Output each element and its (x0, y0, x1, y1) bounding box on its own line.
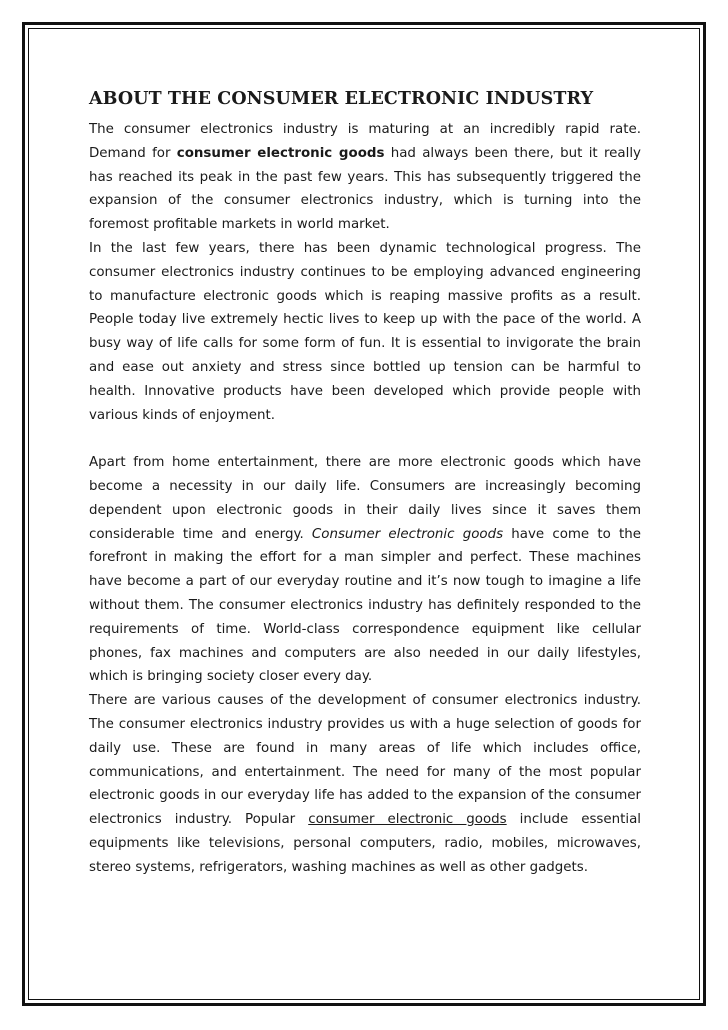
paragraph-3-emphasis: Consumer electronic goods (311, 526, 504, 542)
document-content (89, 86, 641, 880)
document-title: ABOUT THE CONSUMER ELECTRONIC INDUSTRY (89, 89, 594, 109)
consumer-electronic-goods-link[interactable]: consumer electronic goods (308, 812, 507, 828)
paragraph-1-emphasis: consumer electronic goods (176, 145, 385, 161)
paragraph-2: In the last few years, there has been dynamic technological progress. The consumer electronics industry continues to be employing advanced engineering to manufacture electronic goods which is reaping massive profits as a result. People today live extremely hectic lives to keep up with the pace of the world. A busy way of life calls for some form of fun. It is essential to invigorate the brain and ease out anxiety and stress since bottled up tension can be harmful to health. Innovative products have been developed which provide people with various kinds of enjoyment. (89, 240, 641, 423)
paragraph-3-text-b: have come to the forefront in making the effort for a man simpler and perfect. These machines have become a part of our everyday routine and it’s now tough to imagine a life without them. The consumer electronics industry has definitely responded to the requirements of time. World-class correspondence equipment like cellular phones, fax machines and computers are also needed in our daily lifestyles, which is bringing society closer every day. (89, 526, 641, 685)
paragraph-1-text-a: The consumer electronics industry is maturing at an incredibly rapid rate. Demand for (89, 122, 641, 161)
paragraph-1-text-b: had always been there, but it really has reached its peak in the past few years. This has subsequently triggered the expansion of the consumer electronics industry, which is turning into the foremost profitable markets in world market. (89, 145, 641, 233)
paragraph-3-text-a: Apart from home entertainment, there are more electronic goods which have become a necessity in our daily life. Consumers are increasingly becoming dependent upon electronic goods in their daily lives since it saves them considerable time and energy. (89, 455, 641, 542)
paragraph-4-text-b: include essential equipments like televisions, personal computers, radio, mobiles, microwaves, stereo systems, refrigerators, washing machines as well as other gadgets. (89, 812, 642, 875)
paragraph-4-text-a: There are various causes of the development of consumer electronics industry. The consumer electronics industry provides us with a huge selection of goods for daily use. These are found in many areas of life which includes office, communications, and entertainment. The need for many of the most popular electronic goods in our everyday life has added to the expansion of the consumer electronics industry. Popular (89, 693, 641, 828)
paragraph-1 (89, 118, 641, 237)
paragraph-3 (89, 451, 641, 689)
paragraph-4 (89, 689, 641, 879)
